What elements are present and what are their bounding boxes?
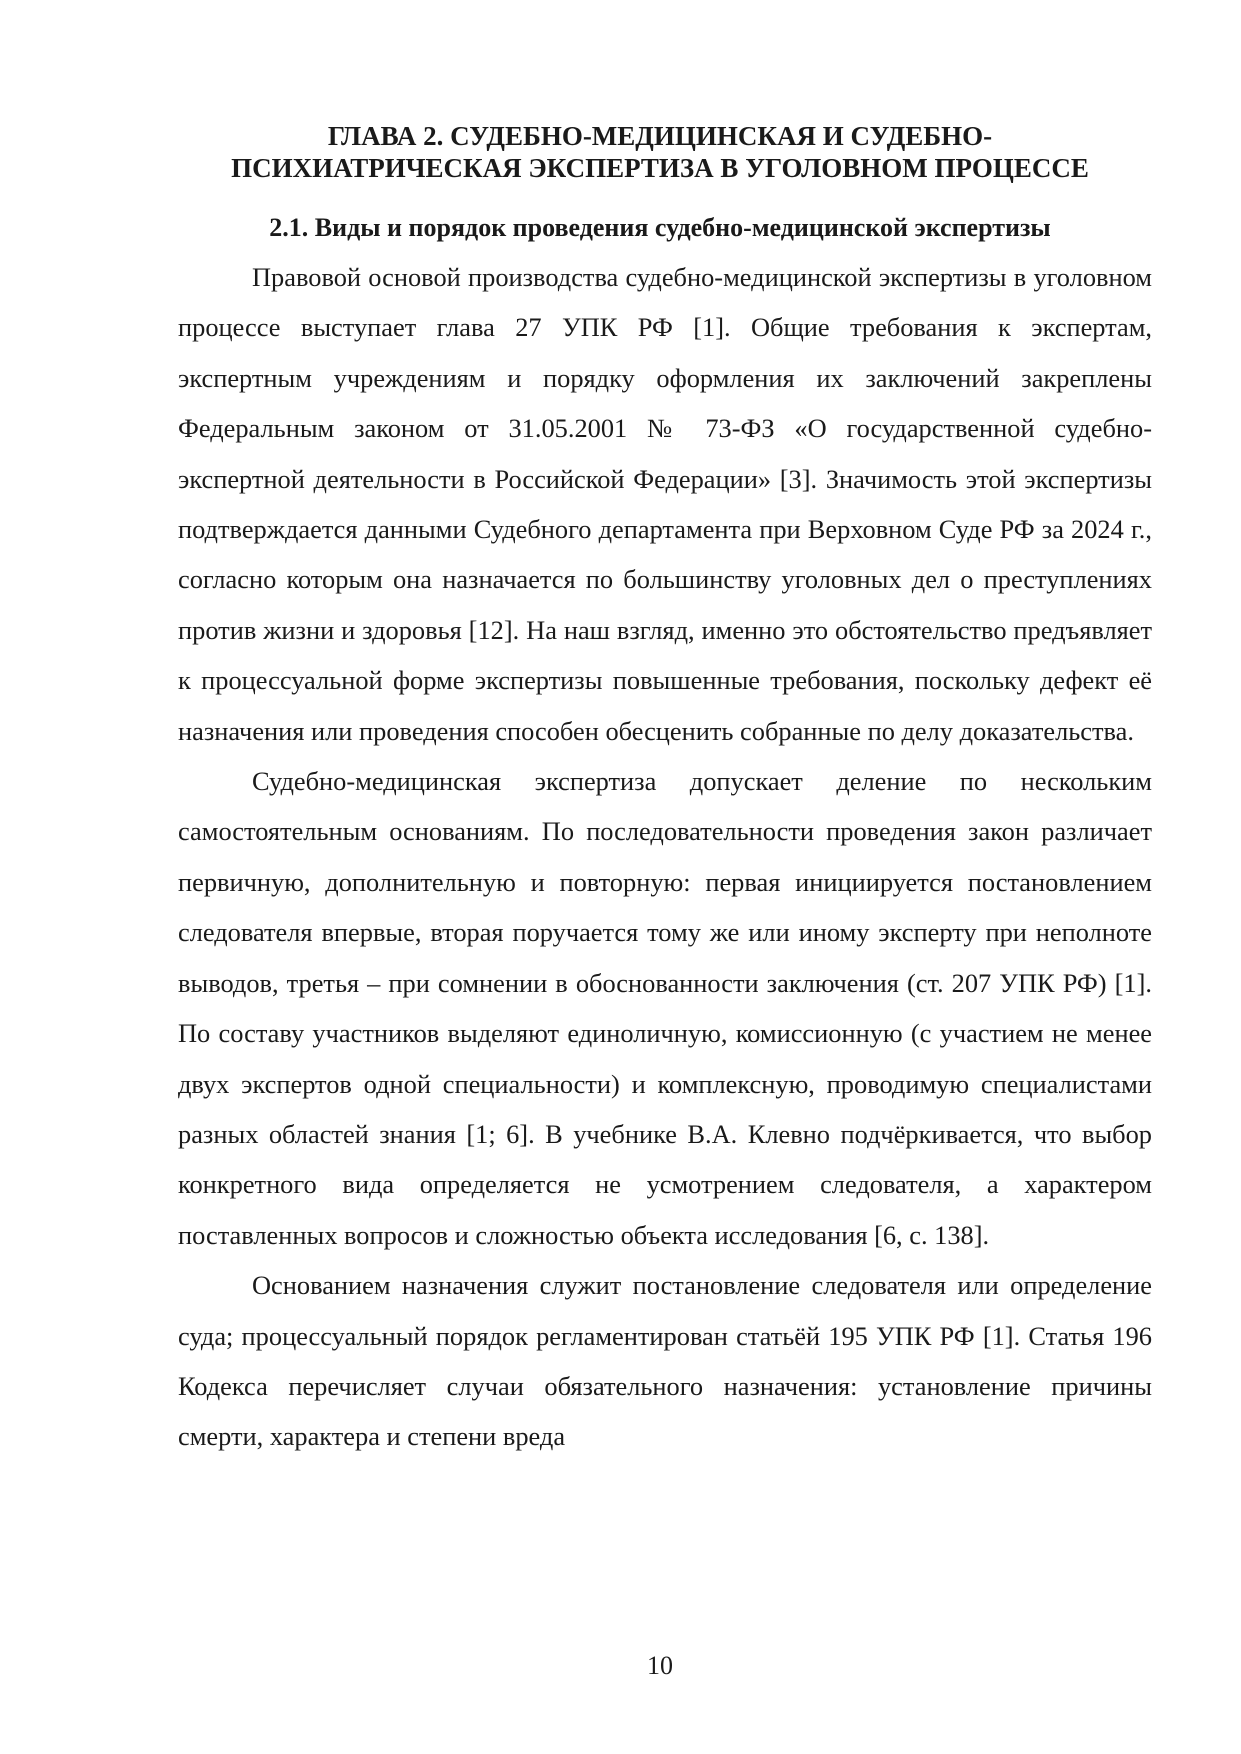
body-text <box>178 252 1152 1462</box>
chapter-title-line-2: ПСИХИАТРИЧЕСКАЯ ЭКСПЕРТИЗА В УГОЛОВНОМ ПРОЦЕССЕ <box>231 153 1089 183</box>
chapter-title-line-1: ГЛАВА 2. СУДЕБНО-МЕДИЦИНСКАЯ И СУДЕБНО- <box>327 121 993 151</box>
paragraph-1: Правовой основой производства судебно-медицинской экспертизы в уголовном процессе выступает глава 27 УПК РФ [1]. Общие требования к экспертам, экспертным учреждениям и порядку оформления их заключений закреплены Федеральным законом от 31.05.2001 № 73-ФЗ «О государственной судебно-экспертной деятельности в Российской Федерации» [3]. Значимость этой экспертизы подтверждается данными Судебного департамента при Верховном Суде РФ за 2024 г., согласно которым она назначается по большинству уголовных дел о преступлениях против жизни и здоровья [12]. На наш взгляд, именно это обстоятельство предъявляет к процессуальной форме экспертизы повышенные требования, поскольку дефект её назначения или проведения способен обесценить собранные по делу доказательства. <box>178 262 1152 746</box>
chapter-title <box>160 120 1160 184</box>
section-title: 2.1. Виды и порядок проведения судебно-медицинской экспертизы <box>269 213 1051 242</box>
page-number: 10 <box>647 1651 673 1680</box>
paragraph-3: Основанием назначения служит постановление следователя или определение суда; процессуальный порядок регламентирован статьёй 195 УПК РФ [1]. Статья 196 Кодекса перечисляет случаи обязательного назначения: установление причины смерти, характера и степени вреда <box>178 1270 1152 1452</box>
paragraph-2: Судебно-медицинская экспертиза допускает деление по нескольким самостоятельным основаниям. По последовательности проведения закон различает первичную, дополнительную и повторную: первая инициируется постановлением следователя впервые, вторая поручается тому же или иному эксперту при неполноте выводов, третья – при сомнении в обоснованности заключения (ст. 207 УПК РФ) [1]. По составу участников выделяют единоличную, комиссионную (с участием не менее двух экспертов одной специальности) и комплексную, проводимую специалистами разных областей знания [1; 6]. В учебнике В.А. Клевно подчёркивается, что выбор конкретного вида определяется не усмотрением следователя, а характером поставленных вопросов и сложностью объекта исследования [6, с. 138]. <box>178 766 1152 1250</box>
